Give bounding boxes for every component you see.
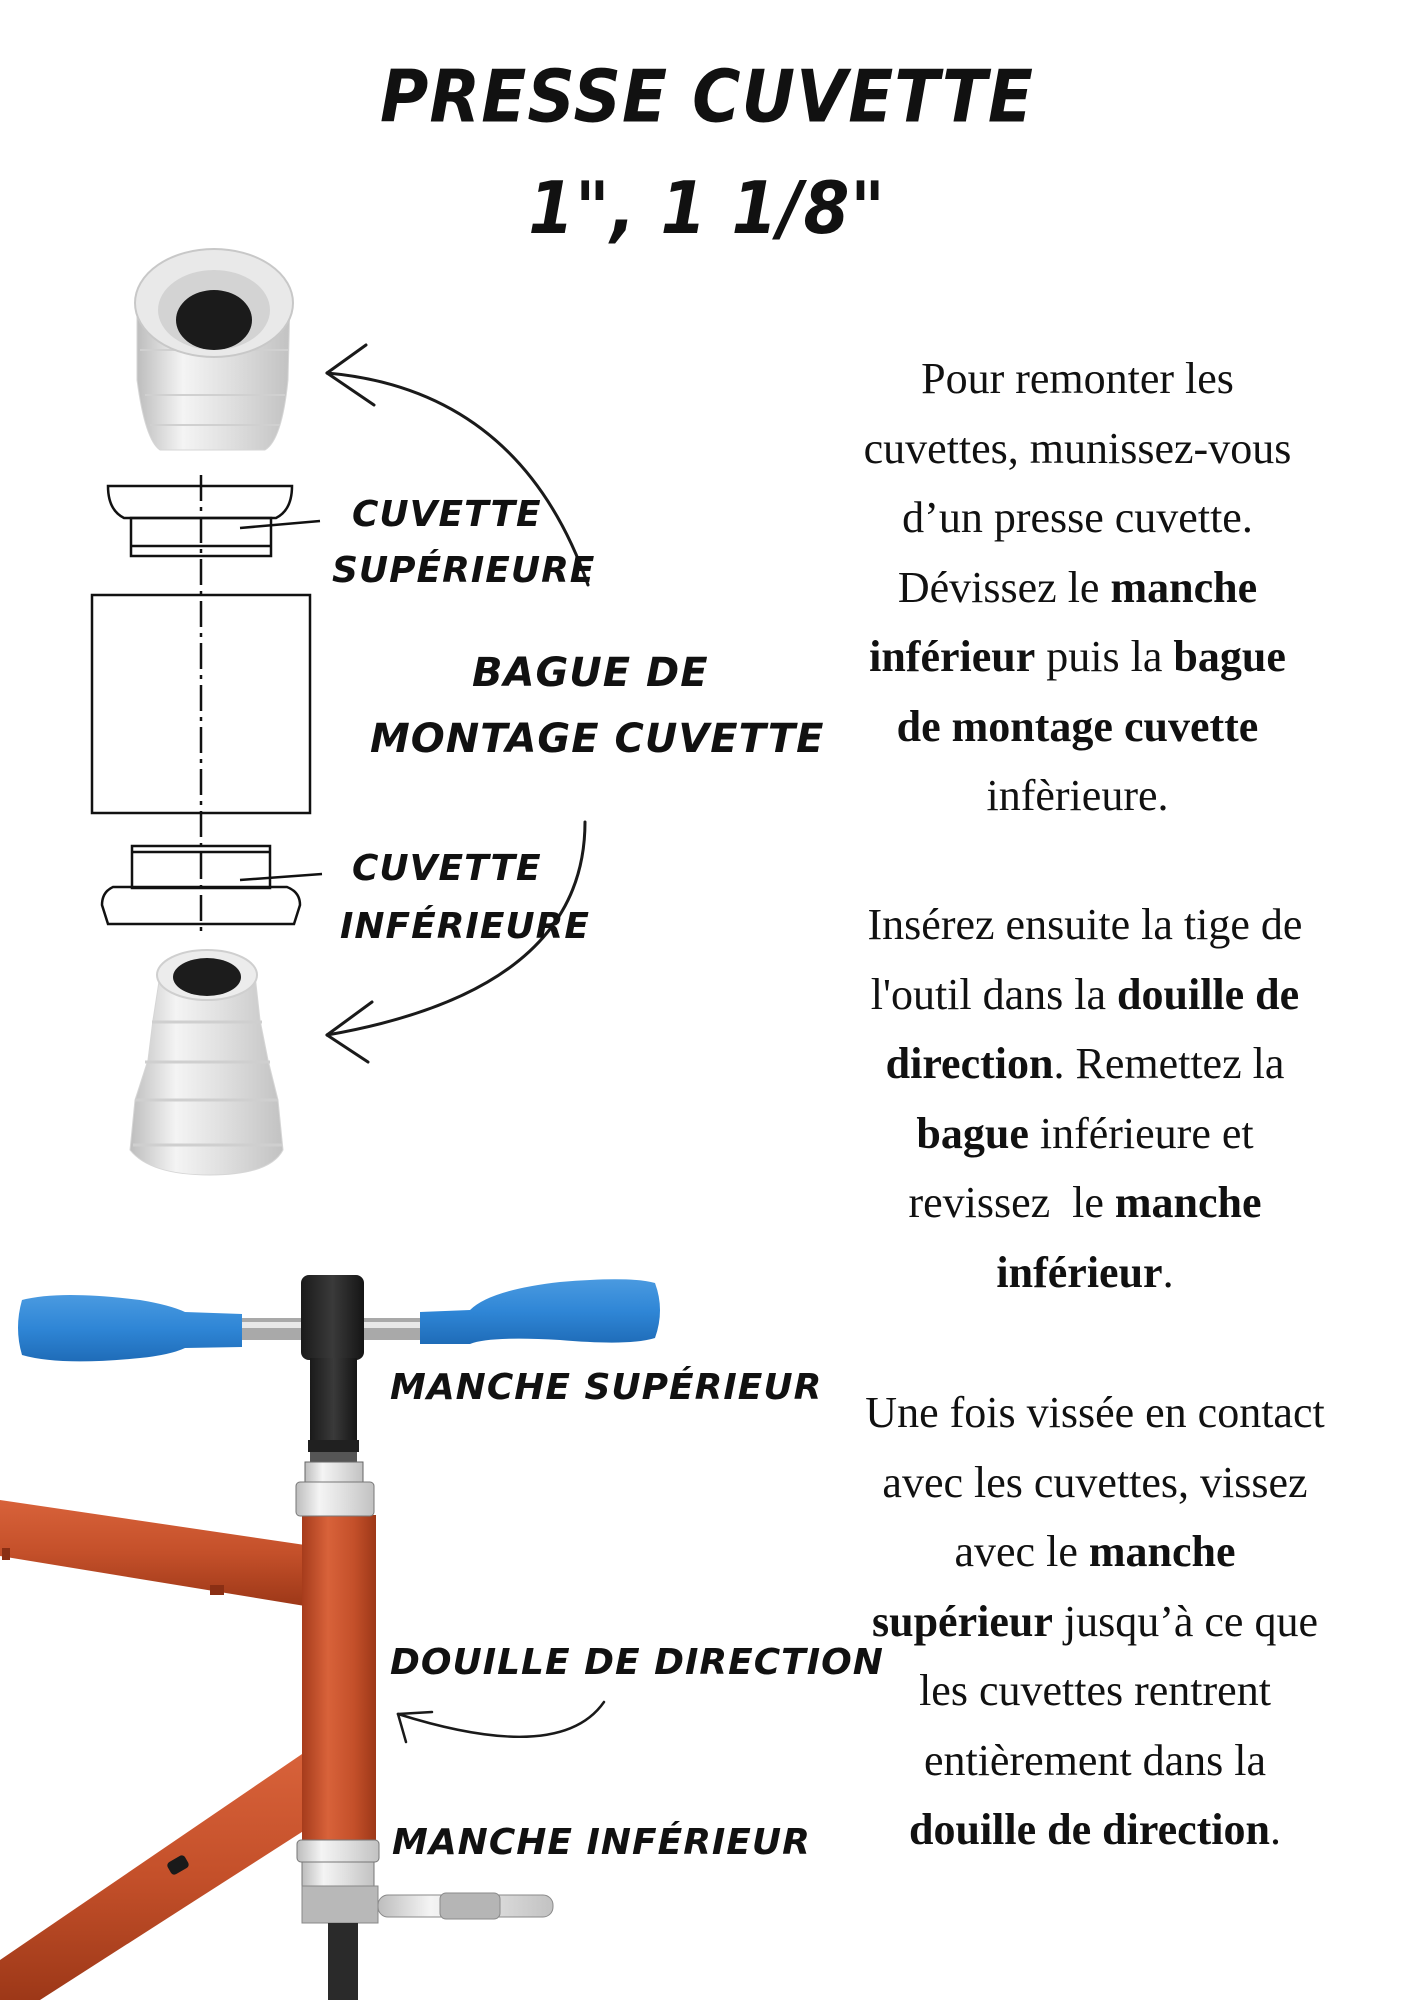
emphasis: douille de direction (909, 1805, 1270, 1854)
label-upper-handle: MANCHE SUPÉRIEUR (390, 1367, 823, 1408)
lower-cup-photo-icon (130, 950, 283, 1175)
emphasis: bague (1173, 632, 1286, 681)
emphasis: direction (885, 1039, 1054, 1088)
emphasis: bague (916, 1108, 1029, 1158)
instruction-paragraph-3: Une fois vissée en contact avec les cuvettes, vissez avec le manche supérieur jusqu’à ce que les cuvettes rentrent entièrement dans la douille de direction. (865, 1388, 1325, 1854)
emphasis: manche (1088, 1527, 1236, 1576)
label-lower-cup-line2: INFÉRIEURE (340, 906, 590, 947)
label-lower-handle: MANCHE INFÉRIEUR (392, 1822, 811, 1863)
label-ring-line2: MONTAGE CUVETTE (370, 716, 825, 762)
upper-cup-photo-icon (135, 249, 293, 450)
instruction-paragraph-1: Pour remonter les cuvettes, munissez-vous d’un presse cuvette. Dévissez le manche inférieur puis la bague de montage cuvette infèrieure. (863, 354, 1292, 820)
instruction-paragraph-2: Insérez ensuite la tige de l'outil dans la douille de direction. Remettez la bague inférieure et revissez le manche inférieur. (867, 900, 1303, 1297)
bike-frame-icon (0, 1500, 376, 2000)
emphasis: inférieur (996, 1247, 1163, 1297)
page-title-line2: 1", 1 1/8" (528, 166, 886, 251)
emphasis: manche (1110, 562, 1258, 612)
label-lower-cup-line1: CUVETTE (352, 848, 542, 889)
label-ring-line1: BAGUE DE (472, 650, 709, 696)
label-upper-cup-line1: CUVETTE (352, 494, 542, 535)
lower-cup-drawing-icon (102, 846, 322, 924)
upper-cup-drawing-icon (108, 486, 320, 556)
head-tube-curved-arrow-icon (398, 1702, 604, 1742)
emphasis: supérieur (871, 1596, 1053, 1646)
emphasis: inférieur (869, 632, 1036, 681)
label-upper-cup-line2: SUPÉRIEURE (332, 550, 596, 591)
upper-curved-arrow-icon (327, 345, 588, 585)
label-head-tube: DOUILLE DE DIRECTION (390, 1642, 884, 1683)
emphasis: douille de (1117, 969, 1300, 1019)
emphasis: de montage cuvette (896, 701, 1259, 751)
emphasis: manche (1114, 1178, 1262, 1227)
page-title-line1: PRESSE CUVETTE (380, 54, 1034, 139)
